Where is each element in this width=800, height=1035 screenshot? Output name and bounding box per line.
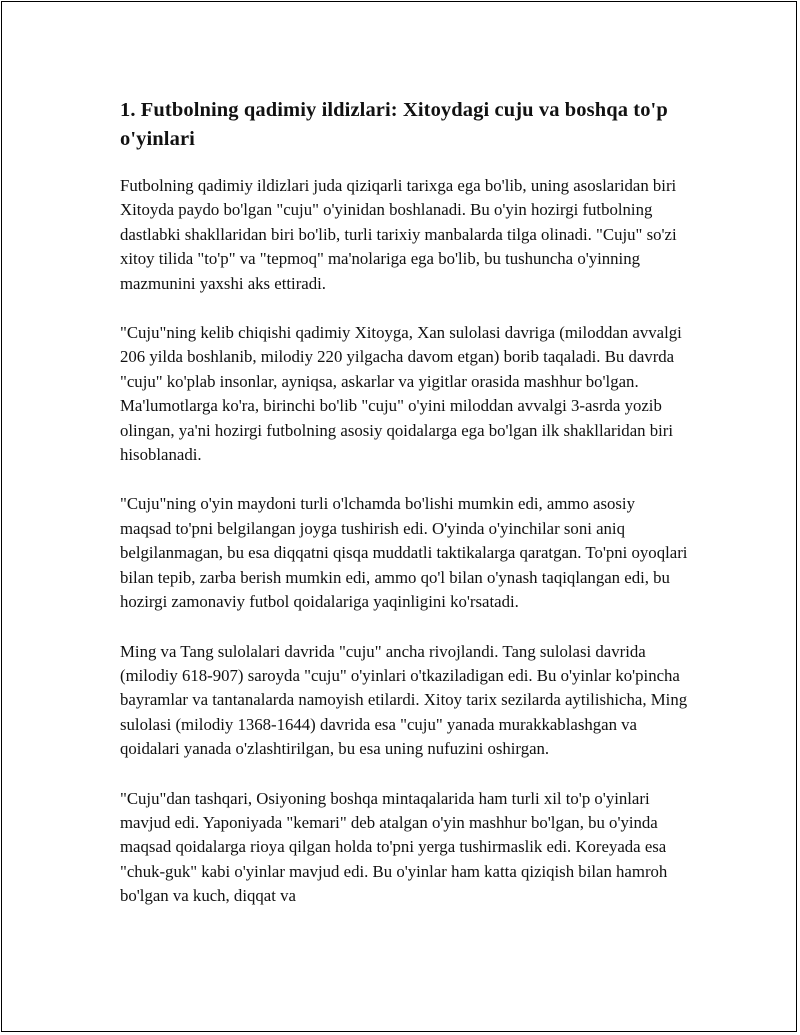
paragraph: Ming va Tang sulolalari davrida "cuju" ancha rivojlandi. Tang sulolasi davrida (milodiy 618-907) saroyda "cuju" o'yinlari o'tkaziladigan edi. Bu o'yinlar ko'pincha bayramlar va tantanalarda namoyish etilardi. Xitoy tarix sezilarda aytilishicha, Ming sulolasi (milodiy 1368-1644) davrida esa "cuju" yanada murakkablashgan va qoidalari yanada o'zlashtirilgan, bu esa uning nufuzini oshirgan. [120,641,688,759]
paragraph: "Cuju"ning o'yin maydoni turli o'lchamda bo'lishi mumkin edi, ammo asosiy maqsad to'pni belgilangan joyga tushirish edi. O'yinda o'yinchilar soni aniq belgilanmagan, bu esa diqqatni qisqa muddatli taktikalarga qaratgan. To'pni oyoqlari bilan tepib, zarba berish mumkin edi, ammo qo'l bilan o'ynash taqiqlangan edi, bu hozirgi zamonaviy futbol qoidalariga yaqinligini ko'rsatadi. [120,494,688,612]
paragraph: "Cuju"dan tashqari, Osiyoning boshqa mintaqalarida ham turli xil to'p o'yinlari mavjud edi. Yaponiyada "kemari" deb atalgan o'yin mashhur bo'lgan, bu o'yinda maqsad qoidalarga rioya qilgan holda to'pni yerga tushirmaslik edi. Koreyada esa "chuk-guk" kabi o'yinlar mavjud edi. Bu o'yinlar ham katta qiziqish bilan hamroh bo'lgan va kuch, diqqat va [120,788,668,906]
paragraph: "Cuju"ning kelib chiqishi qadimiy Xitoyga, Xan sulolasi davriga (miloddan avvalgi 206 yilda boshlanib, milodiy 220 yilgacha davom etgan) borib taqaladi. Bu davrda "cuju" ko'plab insonlar, ayniqsa, askarlar va yigitlar orasida mashhur bo'lgan. Ma'lumotlarga ko'ra, birinchi bo'lib "cuju" o'yini miloddan avvalgi 3-asrda yozib olingan, ya'ni hozirgi futbolning asosiy qoidalarga ega bo'lgan ilk shakllaridan biri hisoblanadi. [120,323,682,465]
section-heading: 1. Futbolning qadimiy ildizlari: Xitoydagi cuju va boshqa to'p o'yinlari [120,99,668,150]
document-body [120,96,688,934]
document-page [1,1,797,1032]
paragraph: Futbolning qadimiy ildizlari juda qiziqarli tarixga ega bo'lib, uning asoslaridan biri Xitoyda paydo bo'lgan "cuju" o'yinidan boshlanadi. Bu o'yin hozirgi futbolning dastlabki shakllaridan biri bo'lib, turli tarixiy manbalarda tilga olinadi. "Cuju" so'zi xitoy tilida "to'p" va "tepmoq" ma'nolariga ega bo'lib, bu tushuncha o'yinning mazmunini yaxshi aks ettiradi. [120,176,677,293]
